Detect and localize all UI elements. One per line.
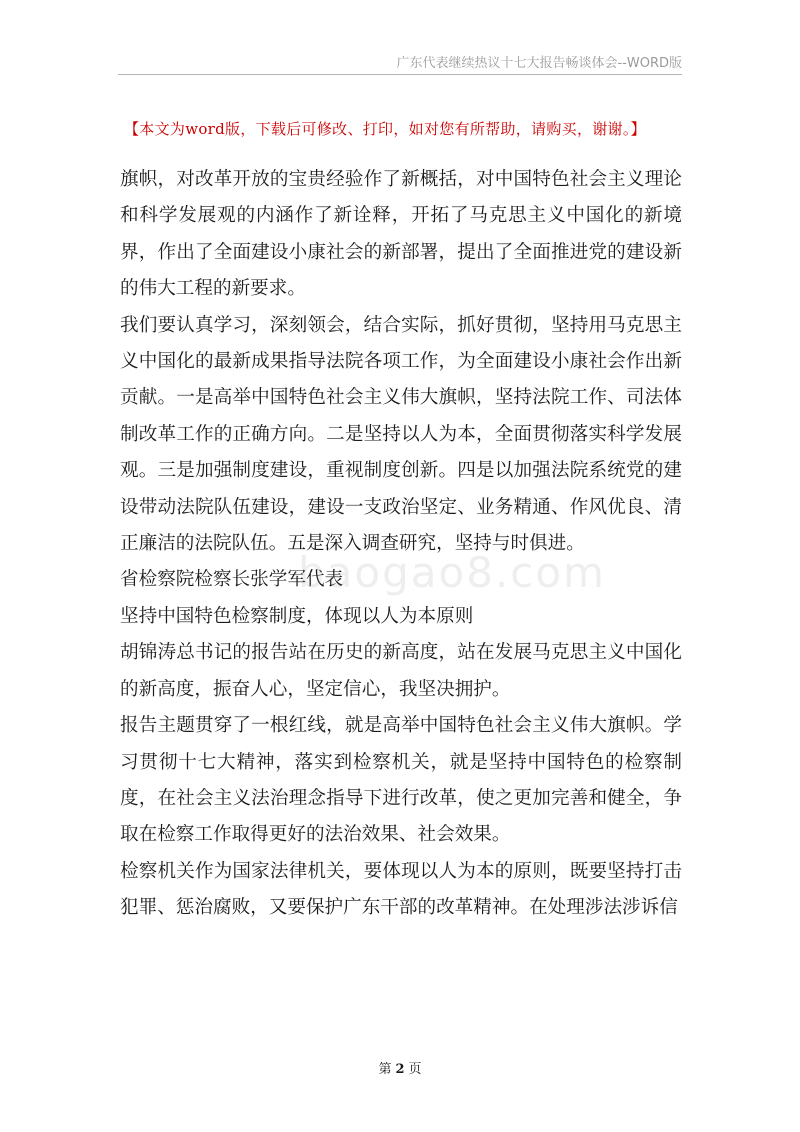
- watermark: baogao8.com: [298, 548, 606, 597]
- running-header: 广东代表继续热议十七大报告畅谈体会--WORD版: [396, 56, 682, 71]
- page-suffix: 页: [408, 1062, 422, 1077]
- paragraph-2: 我们要认真学习，深刻领会，结合实际，抓好贯彻，坚持用马克思主义中国化的最新成果指导法院各项工作，为全面建设小康社会作出新贡献。一是高举中国特色社会主义伟大旗帜，坚持法院工作、司法体制改革工作的正确方向。二是坚持以人为本，全面贯彻落实科学发展观。三是加强制度建设，重视制度创新。四是以加强法院系统党的建设带动法院队伍建设，建设一支政治坚定、业务精通、作风优良、清正廉洁的法院队伍。五是深入调查研究，坚持与时俱进。: [120, 314, 682, 555]
- page-number: 2: [395, 1062, 405, 1077]
- download-notice: 【本文为word版，下载后可修改、打印，如对您有所帮助，请购买，谢谢。】: [124, 120, 646, 138]
- page-prefix: 第: [378, 1062, 392, 1077]
- section-title: 坚持中国特色检察制度，体现以人为本原则: [120, 605, 474, 627]
- paragraph-3: 胡锦涛总书记的报告站在历史的新高度，站在发展马克思主义中国化的新高度，振奋人心，坚定信心，我坚决拥护。: [120, 642, 682, 700]
- body-text: [120, 162, 682, 927]
- paragraph-4: 报告主题贯穿了一根红线，就是高举中国特色社会主义伟大旗帜。学习贯彻十七大精神，落实到检察机关，就是坚持中国特色的检察制度，在社会主义法治理念指导下进行改革，使之更加完善和健全，争取在检察工作取得更好的法治效果、社会效果。: [120, 715, 682, 846]
- paragraph-5: 检察机关作为国家法律机关，要体现以人为本的原则，既要坚持打击犯罪、惩治腐败，又要保护广东干部的改革精神。在处理涉法涉诉信: [120, 860, 682, 919]
- paragraph-1: 旗帜，对改革开放的宝贵经验作了新概括，对中国特色社会主义理论和科学发展观的内涵作了新诠释，开拓了马克思主义中国化的新境界，作出了全面建设小康社会的新部署，提出了全面推进党的建设新的伟大工程的新要求。: [120, 169, 682, 300]
- speaker-heading: 省检察院检察长张学军代表: [120, 569, 344, 591]
- page-footer: [0, 1058, 800, 1077]
- header-rule: [118, 74, 682, 75]
